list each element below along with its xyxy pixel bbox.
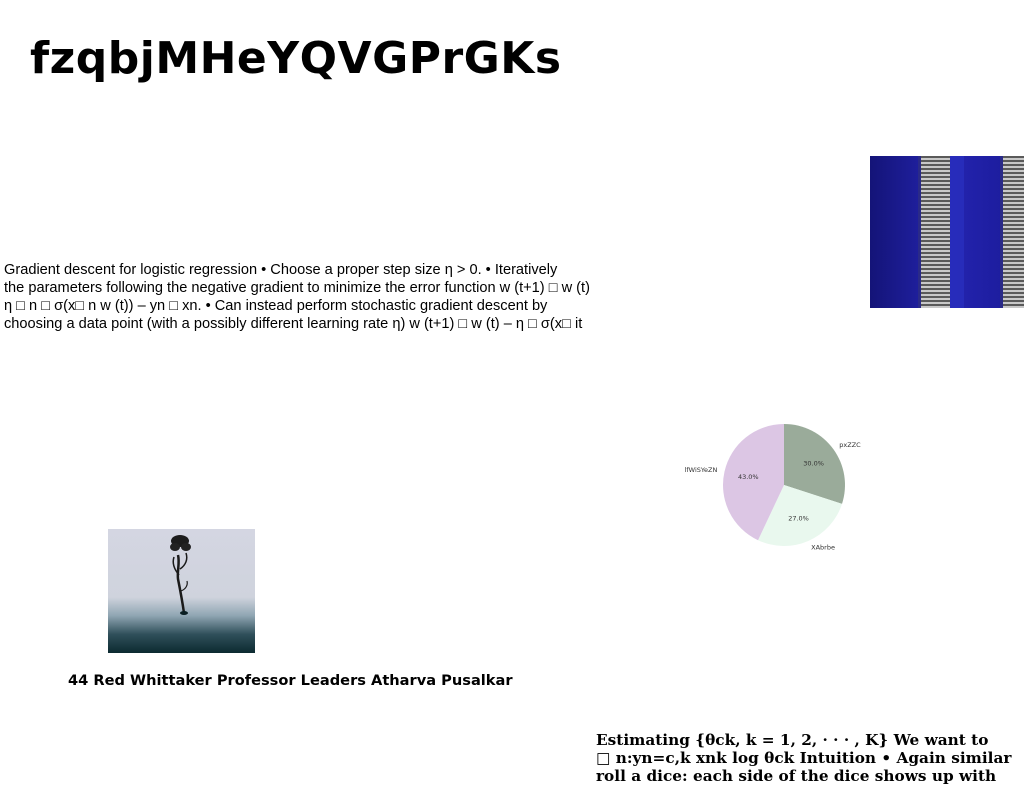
page-title: fzqbjMHeYQVGPrGKs <box>30 33 562 84</box>
pie-category-label: pxZZC <box>839 440 861 449</box>
blue-building-image <box>870 156 1024 308</box>
blue-building-photo <box>870 156 1024 308</box>
pie-percent-label: 30.0% <box>803 459 824 468</box>
estimating-paragraph: Estimating {θck, k = 1, 2, · · · , K} We want to □ n:yn=c,k xnk log θck Intuition • Again similar roll a dice: each side of the dice shows up with <box>596 731 1012 785</box>
lone-tree-image <box>108 529 255 653</box>
pie-chart <box>680 395 870 575</box>
caption-text: 44 Red Whittaker Professor Leaders Atharva Pusalkar <box>68 672 513 689</box>
pie-category-label: XAbrbe <box>811 543 835 552</box>
gradient-descent-paragraph: Gradient descent for logistic regression • Choose a proper step size η > 0. • Iteratively the parameters following the negative gradient to minimize the error function w (t+1) □ w (t) η □ n □ σ(x□ n w (t)) – yn □ xn. • Can instead perform stochastic gradient descent by choosing a data point (with a possibly different learning rate η) w (t+1) □ w (t) – η □ σ(x□ it <box>4 262 590 332</box>
pie-category-label: lfWiSYeZN <box>684 466 718 475</box>
pie-percent-label: 27.0% <box>788 514 809 523</box>
pie-percent-label: 43.0% <box>737 473 759 482</box>
lone-tree-photo <box>108 529 255 653</box>
